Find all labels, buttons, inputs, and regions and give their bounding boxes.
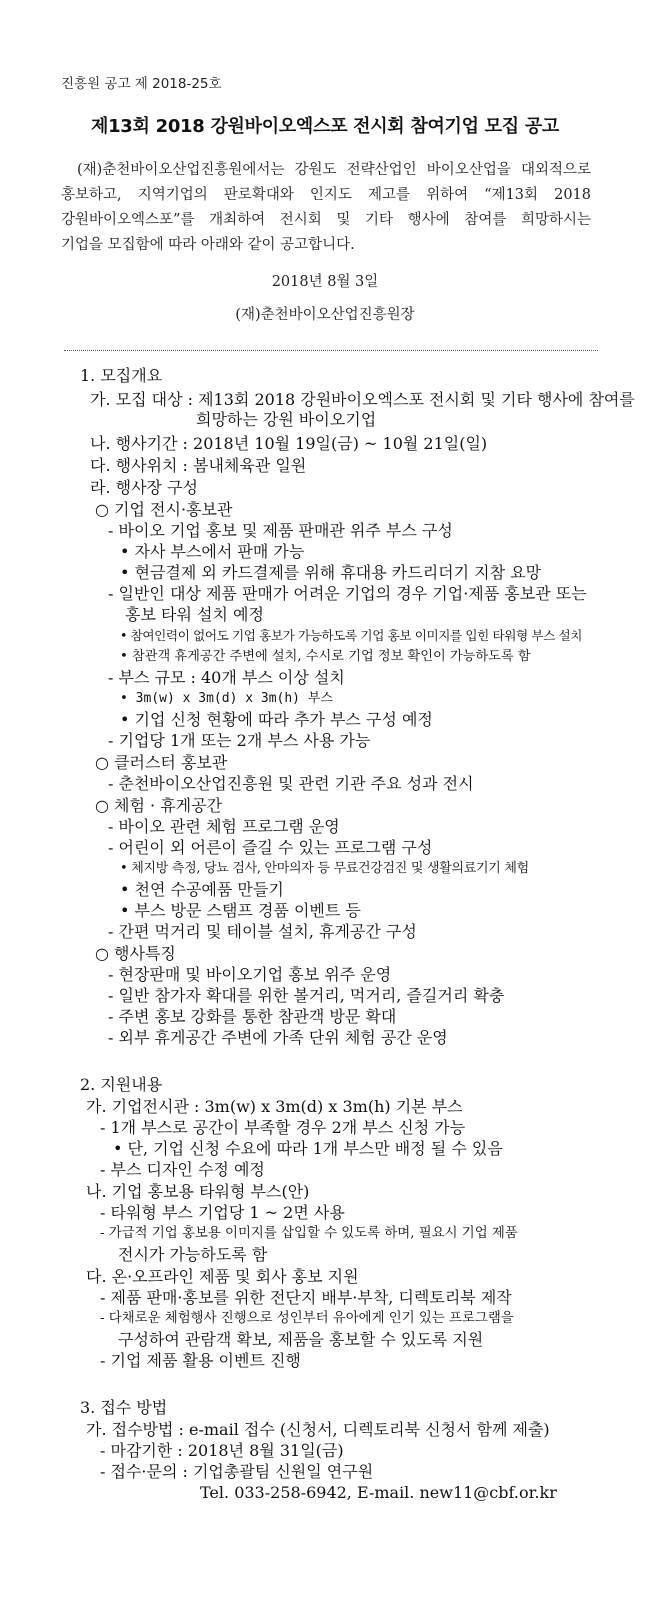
intro-line: 기업을 모집함에 따라 아래와 같이 공고합니다. (61, 237, 355, 253)
document-title: 제13회 2018 강원바이오엑스포 전시회 참여기업 모집 공고 (91, 116, 559, 137)
list-item: - 어린이 외 어른이 즐길 수 있는 프로그램 구성 (108, 838, 433, 857)
recruit-target: 가. 모집 대상 : 제13회 2018 강원바이오엑스포 전시회 및 기타 행사에 참여를 (90, 390, 635, 409)
support-item: 가. 기업전시관 : 3m(w) x 3m(d) x 3m(h) 기본 부스 (86, 1097, 463, 1116)
section-heading: 1. 모집개요 (80, 366, 163, 385)
support-item: 다. 온·오프라인 제품 및 회사 홍보 지원 (86, 1267, 359, 1286)
list-item: - 현장판매 및 바이오기업 홍보 위주 운영 (108, 965, 392, 984)
bullet-item: • 현금결제 외 카드결제를 위해 휴대용 카드리더기 지참 요망 (120, 563, 542, 582)
list-item: - 기업 제품 활용 이벤트 진행 (100, 1351, 301, 1370)
section-heading: 3. 접수 방법 (80, 1398, 168, 1417)
bullet-item: • 부스 방문 스탬프 경품 이벤트 등 (120, 901, 361, 920)
issuer-name: (재)춘천바이오산업진흥원장 (235, 307, 415, 323)
contact-line: Tel. 033-258-6942, E-mail. new11@cbf.or.kr (200, 1483, 557, 1502)
support-item: 나. 기업 홍보용 타워형 부스(안) (86, 1182, 310, 1201)
list-item: - 일반 참가자 확대를 위한 볼거리, 먹거리, 즐길거리 확충 (108, 986, 505, 1005)
list-item: - 1개 부스로 공간이 부족할 경우 2개 부스 신청 가능 (100, 1118, 466, 1137)
bullet-item: • 기업 신청 현황에 따라 추가 부스 구성 예정 (120, 710, 433, 729)
list-item: - 가급적 기업 홍보용 이미지를 삽입할 수 있도록 하며, 필요시 기업 제품 (100, 1226, 518, 1241)
intro-line: 홍보하고, 지역기업의 판로확대와 인지도 제고를 위하여 “제13회 2018 (61, 187, 591, 203)
list-item: - 다채로운 체험행사 진행으로 성인부터 유아에게 인기 있는 프로그램을 (100, 1311, 514, 1326)
section-heading: 2. 지원내용 (80, 1075, 163, 1094)
intro-line: 강원바이오엑스포”를 개최하여 전시회 및 기타 행사에 참여를 희망하시는 (61, 212, 591, 228)
notice-number: 진흥원 공고 제 2018-25호 (61, 76, 222, 92)
bullet-item: • 자사 부스에서 판매 가능 (120, 542, 305, 561)
venue-layout: 라. 행사장 구성 (90, 478, 198, 497)
list-item: - 마감기한 : 2018년 8월 31일(금) (100, 1441, 344, 1460)
hall-title: ○ 행사특징 (95, 944, 176, 963)
hall-title: ○ 클러스터 홍보관 (95, 753, 228, 772)
intro-paragraph (61, 158, 591, 258)
bullet-item: • 3m(w) x 3m(d) x 3m(h) 부스 (120, 691, 333, 706)
list-item-cont: 홍보 타워 설치 예정 (125, 605, 264, 624)
bullet-item: • 단, 기업 신청 수요에 따라 1개 부스만 배정 될 수 있음 (113, 1139, 503, 1158)
recruit-target-cont: 희망하는 강원 바이오기업 (196, 410, 377, 429)
list-item: - 제품 판매·홍보를 위한 전단지 배부·부착, 디렉토리북 제작 (100, 1288, 512, 1307)
list-item: - 부스 디자인 수정 예정 (100, 1160, 265, 1179)
bullet-item: • 참여인력이 없어도 기업 홍보가 가능하도록 기업 홍보 이미지를 입힌 타워형 부스 설치 (120, 628, 583, 643)
hall-title: ○ 체험 · 휴게공간 (95, 796, 223, 815)
event-venue: 다. 행사위치 : 봄내체육관 일원 (90, 456, 307, 475)
list-item-cont: 구성하여 관람객 확보, 제품을 홍보할 수 있도록 지원 (118, 1330, 484, 1349)
bullet-item: • 천연 수공예품 만들기 (120, 880, 284, 899)
dotted-divider (64, 350, 598, 351)
bullet-item: • 참관객 휴게공간 주변에 설치, 수시로 기업 정보 확인이 가능하도록 함 (120, 649, 531, 664)
apply-method: 가. 접수방법 : e-mail 접수 (신청서, 디렉토리북 신청서 함께 제출) (86, 1420, 550, 1439)
intro-line: (재)춘천바이오산업진흥원에서는 강원도 전략산업인 바이오산업을 대외적으로 (77, 162, 591, 178)
notice-date: 2018년 8월 3일 (271, 274, 379, 290)
list-item: - 간편 먹거리 및 테이블 설치, 휴게공간 구성 (108, 922, 417, 941)
list-item: - 접수·문의 : 기업총괄팀 신원일 연구원 (100, 1462, 374, 1481)
list-item: - 기업당 1개 또는 2개 부스 사용 가능 (108, 731, 371, 750)
list-item: - 일반인 대상 제품 판매가 어려운 기업의 경우 기업·제품 홍보관 또는 (108, 584, 587, 603)
list-item: - 춘천바이오산업진흥원 및 관련 기관 주요 성과 전시 (108, 774, 474, 793)
bullet-item: • 체지방 측정, 당뇨 검사, 안마의자 등 무료건강검진 및 생활의료기기 체험 (120, 861, 529, 876)
list-item-cont: 전시가 가능하도록 함 (118, 1245, 268, 1264)
list-item: - 타워형 부스 기업당 1 ~ 2면 사용 (100, 1203, 345, 1222)
list-item: - 바이오 기업 홍보 및 제품 판매관 위주 부스 구성 (108, 521, 453, 540)
hall-title: ○ 기업 전시·홍보관 (95, 500, 233, 519)
list-item: - 바이오 관련 체험 프로그램 운영 (108, 817, 340, 836)
list-item: - 부스 규모 : 40개 부스 이상 설치 (108, 668, 345, 687)
event-period: 나. 행사기간 : 2018년 10월 19일(금) ~ 10월 21일(일) (90, 434, 488, 453)
list-item: - 외부 휴게공간 주변에 가족 단위 체험 공간 운영 (108, 1028, 448, 1047)
list-item: - 주변 홍보 강화를 통한 참관객 방문 확대 (108, 1007, 397, 1026)
